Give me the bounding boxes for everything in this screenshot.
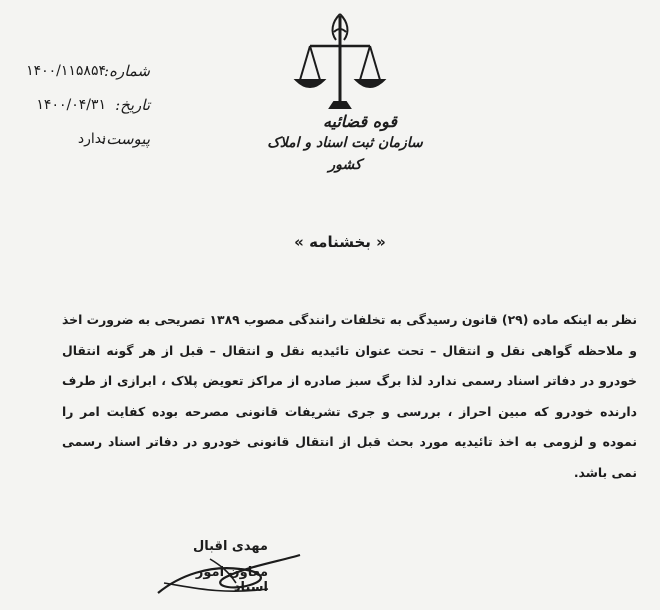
body-paragraph: نظر به اینکه ماده (۲۹) قانون رسیدگی به تخلفات رانندگی مصوب ۱۳۸۹ تصریحی به ضرورت اخذ و ملاحظه گواهی نقل و انتقال – تحت عنوان تائیدیه نقل و انتقال – قبل از هر گونه انتقال خودرو در دفاتر اسناد رسمی ندارد لذا برگ سبز صادره از مراکز تعویض پلاک ، ابرازی از طرف دارنده خودرو که مبین احراز ، بررسی و جری تشریفات قانونی مصرحه بوده کفایت امر را نموده و لزومی به اخذ تائیدیه مورد بحث قبل از انتقال قانونی خودرو در دفاتر اسناد رسمی نمی باشد. [62,312,637,480]
letter-attachment-label: پیوست: [101,130,150,148]
letter-attachment-value: ندارد [77,131,106,147]
organization-block [255,112,435,176]
letter-metadata [0,62,150,164]
signatory-title: معاون امور اسناد [195,565,268,595]
circular-body [62,305,637,488]
letter-number-row [0,62,150,96]
judiciary-name: قوه قضائیه [322,112,398,131]
signatory-name: مهدی اقبال [192,539,268,554]
letter-number-value: ۱۴۰۰/۱۱۵۸۵۴ [26,63,106,79]
letter-date-label: تاریخ: [115,96,150,114]
letter-date-value: ۱۴۰۰/۰۴/۳۱ [36,97,106,113]
signature-block [150,535,310,605]
agency-name: سازمان ثبت اسناد و املاک کشور [267,135,423,173]
letter-number-label: شماره: [104,62,150,80]
scales-of-justice-emblem-icon [290,10,390,120]
letter-date-row [0,96,150,130]
letter-attachment-row [0,130,150,164]
document-title: « بخشنامه » [294,233,386,251]
